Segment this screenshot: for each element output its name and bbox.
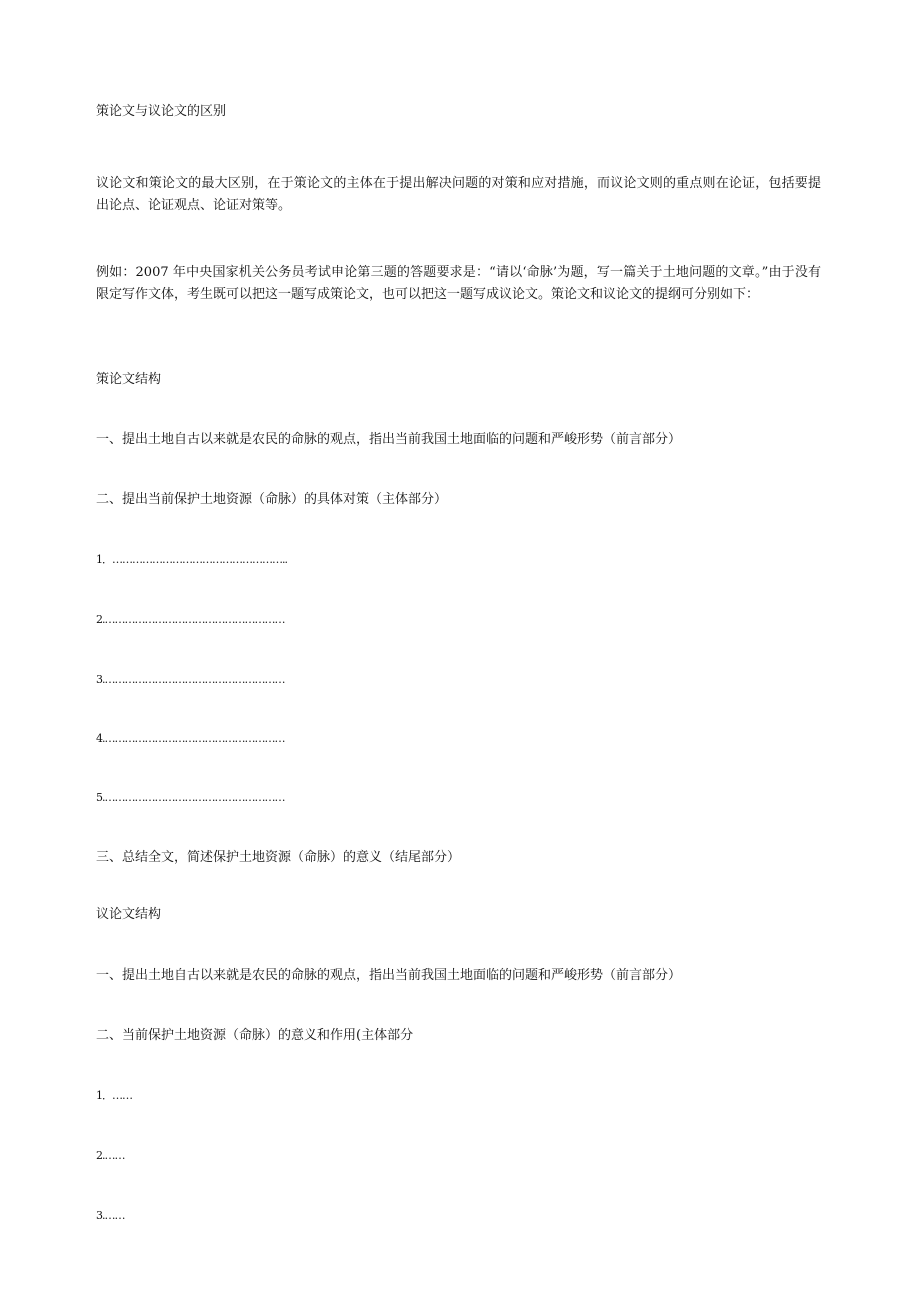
example-paragraph: 例如：2007 年中央国家机关公务员考试申论第三题的答题要求是：“请以‘命脉’为题，写一篇关于土地问题的文章。”由于没有限定写作文体，考生既可以把这一题写成策论文，也可以把这一题写成议论文。策论文和议论文的提纲可分别如下： [96, 265, 821, 302]
policy-subitem: 1．…………………………………………….. [96, 553, 287, 566]
argument-subitem: 1．…… [96, 1089, 132, 1102]
policy-essay-heading: 策论文结构 [96, 372, 162, 387]
argument-subitem: 2.…… [96, 1149, 125, 1162]
argument-subitem: 3.…… [96, 1209, 125, 1222]
policy-subitem: 4.……………………………………………… [96, 732, 285, 745]
argument-item-2: 二、当前保护土地资源（命脉）的意义和作用(主体部分 [96, 1028, 414, 1043]
policy-subitem: 5.……………………………………………… [96, 791, 285, 804]
policy-item-3: 三、总结全文，简述保护土地资源（命脉）的意义（结尾部分） [96, 850, 461, 865]
policy-item-2: 二、提出当前保护土地资源（命脉）的具体对策（主体部分） [96, 492, 448, 507]
intro-paragraph: 议论文和策论文的最大区别，在于策论文的主体在于提出解决问题的对策和应对措施，而议论文则的重点则在论证，包括要提出论点、论证观点、论证对策等。 [96, 176, 821, 213]
document-title: 策论文与议论文的区别 [96, 104, 227, 119]
policy-item-1: 一、提出土地自古以来就是农民的命脉的观点，指出当前我国土地面临的问题和严峻形势（前言部分） [96, 432, 682, 447]
argument-essay-heading: 议论文结构 [96, 907, 162, 922]
policy-subitem: 2.……………………………………………… [96, 613, 285, 626]
argument-item-1: 一、提出土地自古以来就是农民的命脉的观点，指出当前我国土地面临的问题和严峻形势（前言部分） [96, 968, 682, 983]
policy-subitem: 3.……………………………………………… [96, 673, 285, 686]
